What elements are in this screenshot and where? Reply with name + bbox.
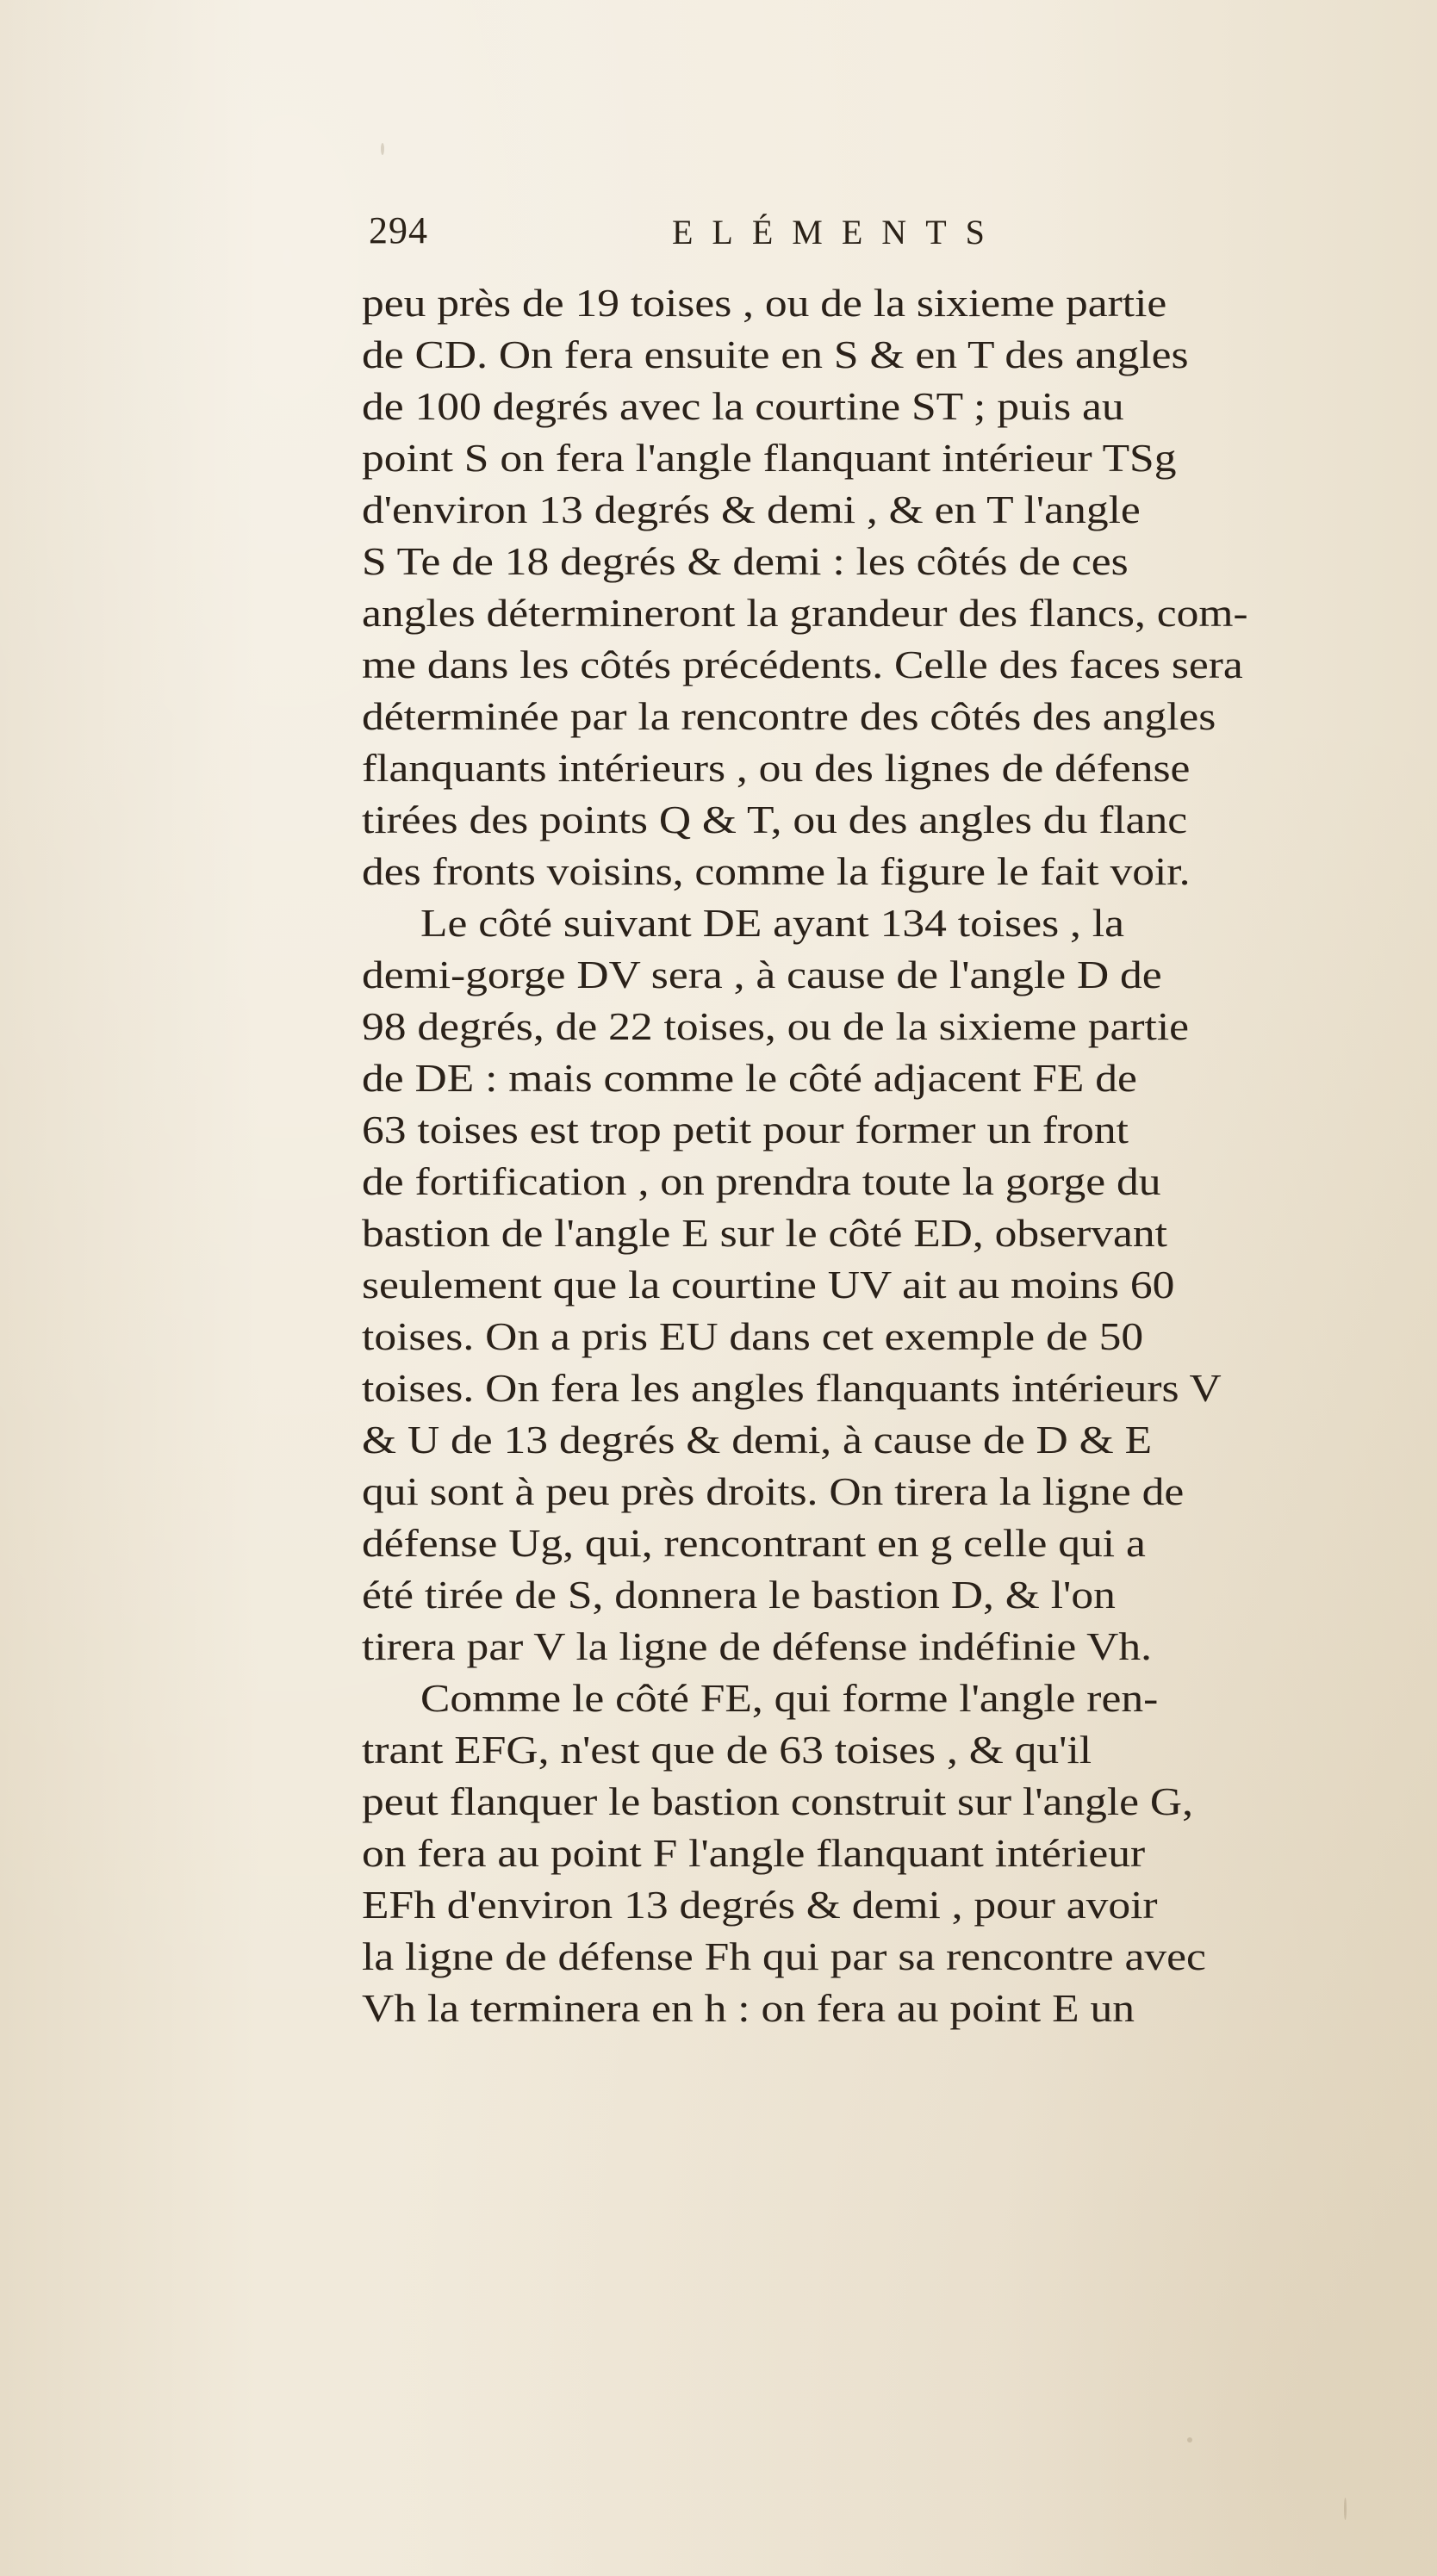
- running-head: ELÉMENTS: [672, 213, 1004, 251]
- text-line: de fortification , on prendra toute la gorge du: [362, 1159, 1161, 1203]
- text-line: la ligne de défense Fh qui par sa rencontre avec: [362, 1934, 1206, 1978]
- text-line: 63 toises est trop petit pour former un front: [362, 1108, 1129, 1151]
- paper-speck: [1187, 2437, 1192, 2443]
- text-line: me dans les côtés précédents. Celle des faces sera: [362, 642, 1243, 686]
- text-line: de 100 degrés avec la courtine ST ; puis au: [362, 384, 1124, 428]
- text-line: on fera au point F l'angle flanquant intérieur: [362, 1831, 1146, 1875]
- text-line: 98 degrés, de 22 toises, ou de la sixieme partie: [362, 1004, 1190, 1048]
- text-line: & U de 13 degrés & demi, à cause de D & E: [362, 1418, 1153, 1462]
- page-header: [369, 208, 1110, 260]
- text-line: d'environ 13 degrés & demi , & en T l'angle: [362, 487, 1141, 531]
- text-line: peut flanquer le bastion construit sur l'angle G,: [362, 1779, 1194, 1823]
- text-line: Comme le côté FE, qui forme l'angle ren-: [420, 1676, 1159, 1720]
- text-line: déterminée par la rencontre des côtés des angles: [362, 694, 1216, 738]
- text-line: demi-gorge DV sera , à cause de l'angle D de: [362, 953, 1162, 996]
- text-line: de CD. On fera ensuite en S & en T des angles: [362, 332, 1189, 376]
- text-line: qui sont à peu près droits. On tirera la ligne de: [362, 1469, 1185, 1513]
- text-line: seulement que la courtine UV ait au moins 60: [362, 1263, 1175, 1307]
- text-line: peu près de 19 toises , ou de la sixieme partie: [362, 281, 1167, 325]
- text-line: toises. On a pris EU dans cet exemple de 50: [362, 1314, 1144, 1358]
- text-line: point S on fera l'angle flanquant intérieur TSg: [362, 436, 1177, 480]
- text-line: bastion de l'angle E sur le côté ED, observant: [362, 1211, 1167, 1255]
- text-line: des fronts voisins, comme la figure le fait voir.: [362, 849, 1191, 893]
- text-line: toises. On fera les angles flanquants intérieurs V: [362, 1366, 1222, 1410]
- text-line: trant EFG, n'est que de 63 toises , & qu'il: [362, 1728, 1092, 1772]
- text-line: angles détermineront la grandeur des flancs, com-: [362, 591, 1248, 635]
- paper-speck: [381, 143, 384, 155]
- text-line: EFh d'environ 13 degrés & demi , pour avoir: [362, 1883, 1158, 1927]
- text-line: défense Ug, qui, rencontrant en g celle qui a: [362, 1521, 1146, 1565]
- text-line: Vh la terminera en h : on fera au point E un: [362, 1986, 1135, 2030]
- text-line: tirera par V la ligne de défense indéfinie Vh.: [362, 1624, 1153, 1668]
- paper-speck: [1344, 2498, 1347, 2520]
- page-number: 294: [369, 209, 428, 251]
- text-line: été tirée de S, donnera le bastion D, & l'on: [362, 1573, 1116, 1617]
- text-line: de DE : mais comme le côté adjacent FE de: [362, 1056, 1137, 1100]
- text-line: Le côté suivant DE ayant 134 toises , la: [420, 901, 1124, 945]
- text-line: flanquants intérieurs , ou des lignes de défense: [362, 746, 1191, 790]
- text-line: tirées des points Q & T, ou des angles du flanc: [362, 798, 1188, 841]
- text-line: S Te de 18 degrés & demi : les côtés de ces: [362, 539, 1129, 583]
